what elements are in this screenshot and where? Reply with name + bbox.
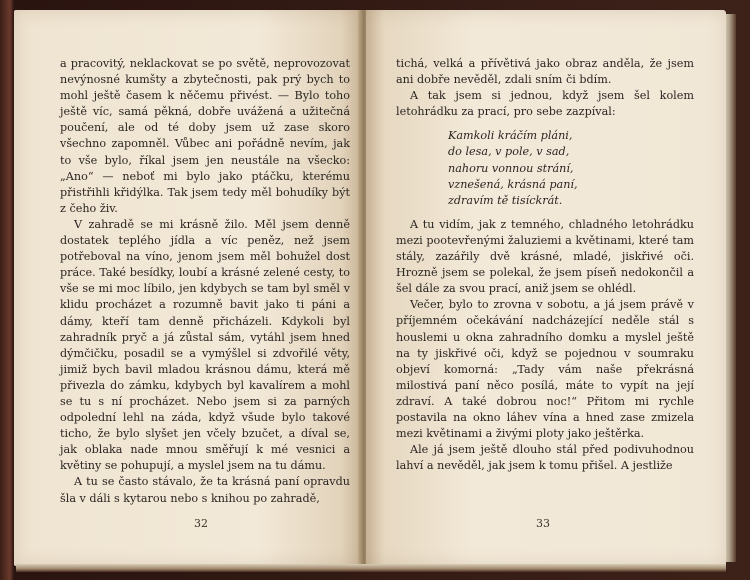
paragraph: Ale já jsem ještě dlouho stál před podivuhodnou lahví a nevěděl, jak jsem k tomu přišel. A jestliže	[396, 443, 694, 473]
left-page-text	[60, 56, 350, 507]
poem-line: nahoru vonnou strání,	[448, 161, 574, 175]
paragraph: tichá, velká a přívětivá jako obraz anděla, že jsem ani dobře nevěděl, zdali sním či bdím.	[396, 57, 694, 87]
page-number: 32	[194, 517, 208, 530]
poem	[448, 128, 694, 208]
page-edges-right	[726, 14, 736, 562]
poem-line: zdravím tě tisíckrát.	[448, 193, 563, 207]
poem-line: do lesa, v pole, v sad,	[448, 145, 570, 159]
poem-line: Kamkoli kráčím pláni,	[448, 129, 573, 143]
paragraph: A tu se často stávalo, že ta krásná paní opravdu šla v dáli s kytarou nebo s knihou po zahradě,	[60, 475, 350, 505]
paragraph: a pracovitý, neklackovat se po světě, neprovozovat nevýnosné kumšty a zbytečnosti, pak prý bych to mohl ještě časem k něčemu přivést. — Bylo toho ještě víc, samá pěkná, dobře uvážená a užitečná poučení, ale od té doby jsem už zase skoro všechno zapomněl. Vůbec ani pořádně nevím, jak to vše bylo, říkal jsem jen neustále na všecko: „Ano“ — neboť mi bylo jako ptáčku, kterému přistřihli křidýlka. Tak jsem tedy měl bohudíky být z čeho živ.	[60, 57, 350, 215]
paragraph: A tu vidím, jak z temného, chladného letohrádku mezi pootevřenými žaluziemi a květinami, které tam stály, zazářily dvě krásné, mladé, jiskřivé oči. Hrozně jsem se polekal, že jsem píseň nedokončil a šel dále za svou prací, aniž jsem se ohlédl.	[396, 217, 694, 296]
page-number: 33	[536, 517, 550, 530]
poem-line: vznešená, krásná paní,	[448, 177, 578, 191]
paragraph: Večer, bylo to zrovna v sobotu, a já jsem právě v příjemném očekávání nadcházející neděle stál s houslemi u okna zahradního domku a myslel ještě na ty jiskřivé oči, když se pojednou v soumraku objeví komorná: „Tady vám naše překrásná milostivá paní něco posílá, máte to vypít na její zdraví. A také dobrou noc!“ Přitom mi rychle postavila na okno láhev vína a hned zase zmizela mezi květinami a živými ploty jako ještěrka.	[396, 298, 694, 441]
paragraph: A tak jsem si jednou, když jsem šel kolem letohrádku za prací, pro sebe zazpíval:	[396, 89, 694, 119]
right-page	[366, 10, 726, 566]
page-edges-bottom	[16, 564, 726, 572]
paragraph: V zahradě se mi krásně žilo. Měl jsem denně dostatek teplého jídla a víc peněz, než jsem potřeboval na víno, jenom jsem měl bohužel dost práce. Také besídky, loubí a krásné zelené cesty, to vše se mi moc líbilo, jen kdybych se tam byl směl v klidu procházet a rozumně bavit jako ti páni a dámy, kteří tam denně přicházeli. Kdykoli byl zahradník pryč a já zůstal sám, vytáhl jsem hned dýmčičku, posadil se a vymýšlel si zdvořilé věty, jimiž bych bavil mladou krásnou dámu, která mě přivezla do zámku, kdybych byl kavalírem a mohl se tu s ní procházet. Nebo jsem si za parných odpolední lehl na záda, když všude bylo takové ticho, že bylo slyšet jen včely bzučet, a díval se, jak oblaka nade mnou směřují k mé vesnici a květiny se pohupují, a myslel jsem na tu dámu.	[60, 217, 350, 473]
left-page	[14, 10, 362, 566]
right-page-text	[396, 56, 694, 474]
